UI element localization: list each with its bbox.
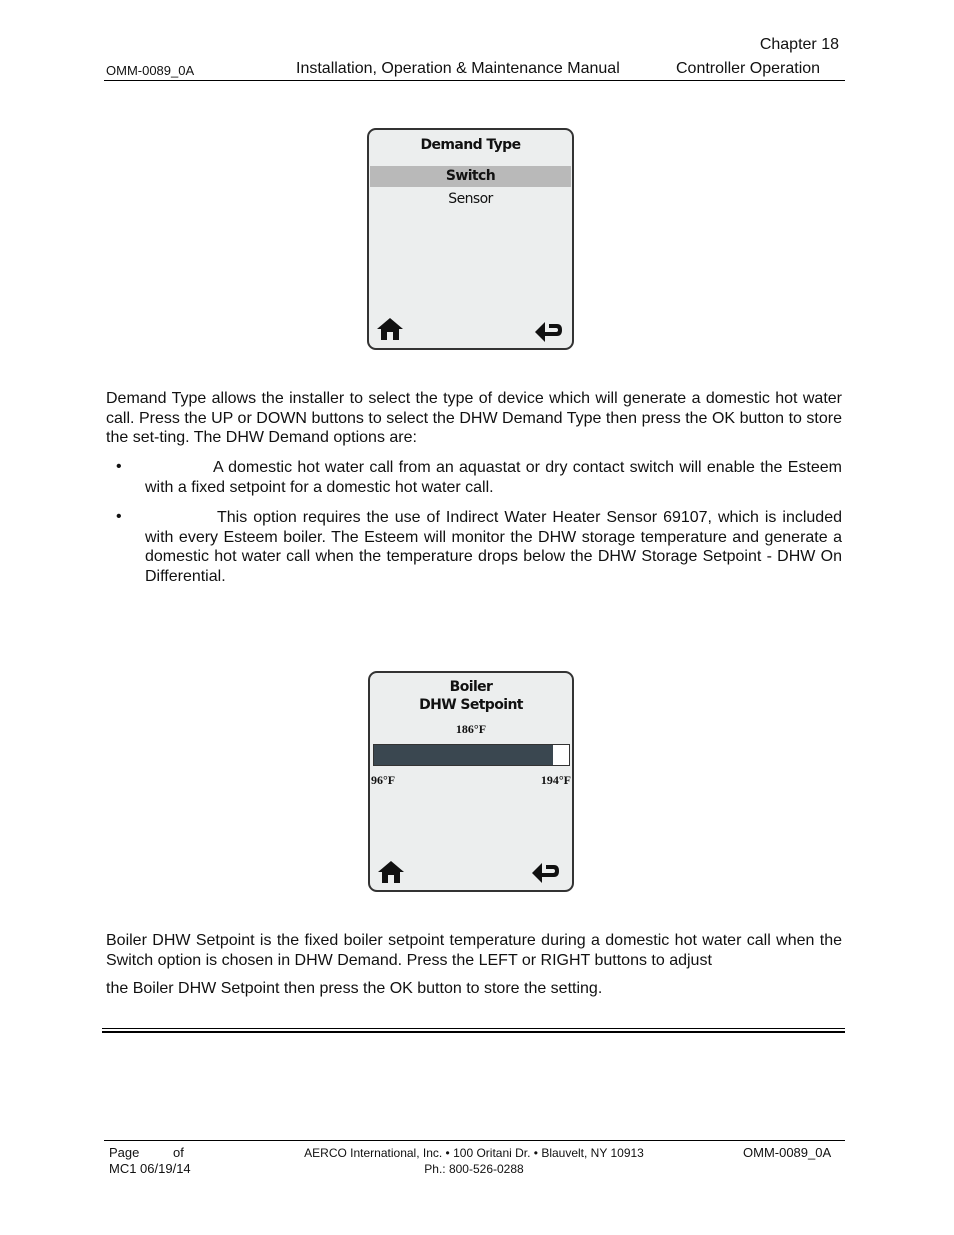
footer-rule-thick bbox=[102, 1031, 845, 1033]
bullet-marker: • bbox=[116, 508, 122, 525]
dhw-setpoint-description-cont: the Boiler DHW Setpoint then press the OK button to store the setting. bbox=[106, 980, 603, 997]
screen-title-line2: DHW Setpoint bbox=[419, 697, 523, 713]
min-label: 96°F bbox=[371, 773, 396, 787]
company-phone: Ph.: 800-526-0288 bbox=[424, 1162, 524, 1176]
back-arrow-icon[interactable] bbox=[533, 318, 563, 344]
page-of-label: of bbox=[173, 1145, 184, 1160]
home-icon[interactable] bbox=[376, 859, 406, 885]
chapter-label: Chapter 18 bbox=[759, 36, 839, 53]
switch-option-description: A domestic hot water call from an aquastat or dry contact switch will enable the Esteem with a fixed setpoint for a domestic hot water call. bbox=[145, 459, 842, 496]
sensor-option-description: This option requires the use of Indirect Water Heater Sensor 69107, which is included with every Esteem boiler. The Esteem will monitor the DHW storage temperature and generate a domestic hot water call when the temperature drops below the DHW Storage Setpoint - DHW On Differential. bbox=[145, 509, 842, 585]
back-arrow-icon[interactable] bbox=[530, 859, 560, 885]
manual-title: Installation, Operation & Maintenance Manual bbox=[296, 60, 620, 77]
option-switch[interactable]: Switch bbox=[445, 168, 496, 184]
setpoint-slider[interactable] bbox=[373, 744, 570, 766]
company-address: AERCO International, Inc. • 100 Oritani Dr. • Blauvelt, NY 10913 bbox=[304, 1146, 644, 1160]
boiler-dhw-setpoint-screen bbox=[368, 671, 574, 892]
section-title: Controller Operation bbox=[676, 60, 821, 77]
demand-type-screen bbox=[367, 128, 574, 350]
setpoint-slider-fill bbox=[374, 745, 553, 765]
setpoint-value: 186°F bbox=[455, 722, 487, 736]
footer-top-rule bbox=[104, 1140, 845, 1141]
header-rule bbox=[104, 80, 845, 81]
dhw-setpoint-description: Boiler DHW Setpoint is the fixed boiler setpoint temperature during a domestic hot water call when the Switch option is chosen in DHW Demand. Press the LEFT or RIGHT buttons to adjust bbox=[106, 932, 842, 969]
footer-rule bbox=[102, 1028, 845, 1029]
screen-title-line1: Boiler bbox=[449, 679, 493, 695]
header-doc-number: OMM-0089_0A bbox=[106, 63, 195, 78]
footer-doc-number: OMM-0089_0A bbox=[743, 1145, 832, 1160]
home-icon[interactable] bbox=[375, 316, 405, 342]
option-sensor[interactable]: Sensor bbox=[448, 191, 493, 207]
revision-label: MC1 06/19/14 bbox=[109, 1161, 191, 1176]
max-label: 194°F bbox=[540, 773, 571, 787]
demand-type-description: Demand Type allows the installer to select the type of device which will generate a domestic hot water call. Press the UP or DOWN buttons to select the DHW Demand Type then press the OK button to store the set-ting. The DHW Demand options are: bbox=[106, 390, 842, 446]
screen-title: Demand Type bbox=[420, 137, 521, 153]
page-label: Page bbox=[109, 1145, 140, 1160]
bullet-marker: • bbox=[116, 458, 122, 475]
